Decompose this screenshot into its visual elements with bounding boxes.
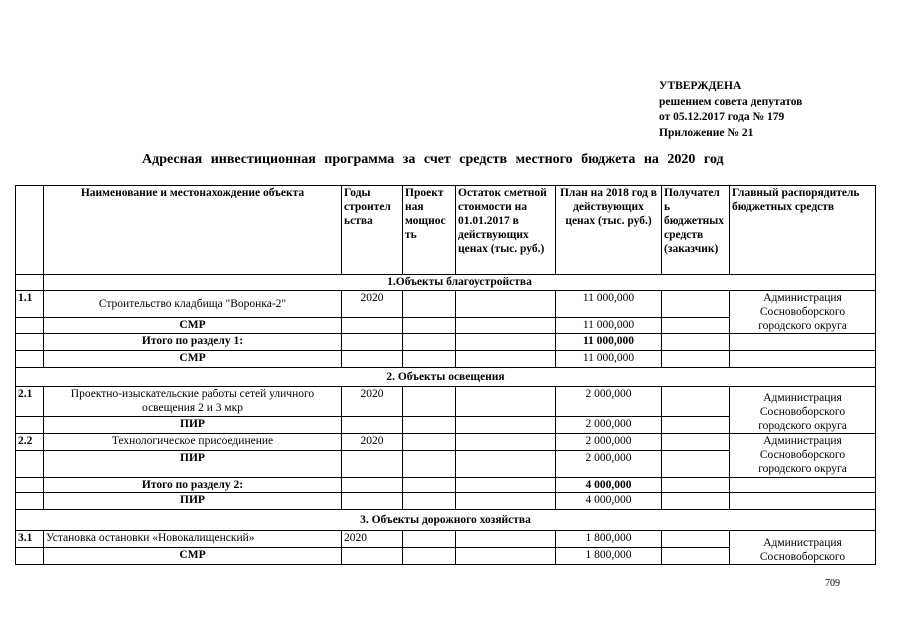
page-number: 709: [825, 578, 840, 589]
row-total-label: Итого по разделу 1:: [44, 334, 342, 351]
row-capacity: [403, 387, 456, 417]
table-row: [16, 493, 876, 510]
row-balance: [456, 548, 556, 565]
row-number: [16, 334, 44, 351]
row-object-name: Установка остановки «Новокалищенский»: [44, 531, 342, 548]
row-capacity: [403, 434, 456, 451]
row-object-name: Строительство кладбища "Воронка-2": [44, 291, 342, 318]
row-capacity: [403, 478, 456, 493]
header-recipient: Получател ь бюджетных средств (заказчик): [662, 186, 730, 275]
investment-table: [15, 185, 876, 565]
table-header-row: [16, 186, 876, 275]
row-number: [16, 478, 44, 493]
row-recipient: [662, 334, 730, 351]
row-number: 1.1: [16, 291, 44, 318]
row-balance: [456, 351, 556, 368]
row-balance: [456, 291, 556, 318]
header-manager: Главный распорядитель бюджетных средств: [730, 186, 876, 275]
row-manager: Администрация Сосновоборского городского округа: [730, 291, 876, 334]
table-row: [16, 387, 876, 417]
row-manager: Администрация Сосновоборского: [730, 531, 876, 565]
row-recipient: [662, 317, 730, 333]
row-recipient: [662, 291, 730, 318]
row-recipient: [662, 351, 730, 368]
header-num-cell: [16, 186, 44, 275]
row-year: 2020: [342, 531, 403, 548]
header-years: Годы строител ьства: [342, 186, 403, 275]
table-row: [16, 478, 876, 493]
row-number: 2.2: [16, 434, 44, 451]
section-num-cell: [16, 275, 44, 291]
row-balance: [456, 317, 556, 333]
row-balance: [456, 478, 556, 493]
row-recipient: [662, 417, 730, 434]
approval-line-1: УТВЕРЖДЕНА: [659, 80, 742, 92]
row-total-plan: 4 000,000: [556, 478, 662, 493]
row-recipient: [662, 478, 730, 493]
row-balance: [456, 417, 556, 434]
approval-block: [659, 79, 802, 141]
row-capacity: [403, 291, 456, 318]
row-year: [342, 548, 403, 565]
section-title: 1.Объекты благоустройства: [44, 275, 876, 291]
row-year: 2020: [342, 387, 403, 417]
section-row: [16, 368, 876, 387]
row-capacity: [403, 351, 456, 368]
row-manager: Администрация Сосновоборского городского округа: [730, 434, 876, 478]
row-year: 2020: [342, 434, 403, 451]
row-number: [16, 317, 44, 333]
row-balance: [456, 334, 556, 351]
table-row: [16, 291, 876, 318]
row-object-name: Технологическое присоединение: [44, 434, 342, 451]
row-year: [342, 351, 403, 368]
row-recipient: [662, 548, 730, 565]
section-row: [16, 275, 876, 291]
row-manager: [730, 334, 876, 351]
row-plan: 2 000,000: [556, 434, 662, 451]
row-year: [342, 478, 403, 493]
row-plan: 11 000,000: [556, 317, 662, 333]
row-capacity: [403, 531, 456, 548]
row-manager: [730, 478, 876, 493]
row-object-name: СМР: [44, 548, 342, 565]
row-recipient: [662, 493, 730, 510]
row-recipient: [662, 531, 730, 548]
header-balance: Остаток сметной стоимости на 01.01.2017 в действующих ценах (тыс. руб.): [456, 186, 556, 275]
row-manager: [730, 351, 876, 368]
row-capacity: [403, 451, 456, 478]
row-object-name: ПИР: [44, 451, 342, 478]
row-number: 3.1: [16, 531, 44, 548]
table-row: [16, 334, 876, 351]
row-number: [16, 451, 44, 478]
row-year: [342, 493, 403, 510]
section-title: 2. Объекты освещения: [16, 368, 876, 387]
row-balance: [456, 493, 556, 510]
table-row: [16, 531, 876, 548]
approval-line-2: решением совета депутатов: [659, 95, 803, 108]
row-total-plan: 11 000,000: [556, 334, 662, 351]
row-object-name: Проектно-изыскательские работы сетей уличного освещения 2 и 3 мкр: [44, 387, 342, 417]
section-row: [16, 510, 876, 531]
row-year: [342, 317, 403, 333]
row-plan: 2 000,000: [556, 417, 662, 434]
header-name: Наименование и местонахождение объекта: [44, 186, 342, 275]
row-object-name: ПИР: [44, 493, 342, 510]
row-balance: [456, 434, 556, 451]
row-capacity: [403, 417, 456, 434]
approval-line-3: от 05.12.2017 года № 179: [659, 111, 785, 123]
row-year: 2020: [342, 291, 403, 318]
row-object-name: СМР: [44, 351, 342, 368]
row-number: [16, 351, 44, 368]
row-recipient: [662, 434, 730, 451]
row-plan: 2 000,000: [556, 451, 662, 478]
row-plan: 11 000,000: [556, 351, 662, 368]
row-manager: Администрация Сосновоборского городского округа: [730, 387, 876, 434]
section-title: 3. Объекты дорожного хозяйства: [16, 510, 876, 531]
row-object-name: СМР: [44, 317, 342, 333]
row-number: [16, 493, 44, 510]
row-plan: 4 000,000: [556, 493, 662, 510]
row-plan: 1 800,000: [556, 548, 662, 565]
row-year: [342, 417, 403, 434]
row-plan: 2 000,000: [556, 387, 662, 417]
row-capacity: [403, 317, 456, 333]
row-balance: [456, 531, 556, 548]
document-title: Адресная инвестиционная программа за счет средств местного бюджета на 2020 год: [142, 152, 724, 167]
row-number: 2.1: [16, 387, 44, 417]
header-plan: План на 2018 год в действующих ценах (тыс. руб.): [556, 186, 662, 275]
row-balance: [456, 451, 556, 478]
row-plan: 11 000,000: [556, 291, 662, 318]
row-recipient: [662, 451, 730, 478]
row-year: [342, 334, 403, 351]
row-plan: 1 800,000: [556, 531, 662, 548]
table-row: [16, 351, 876, 368]
row-year: [342, 451, 403, 478]
row-number: [16, 417, 44, 434]
row-number: [16, 548, 44, 565]
header-capacity: Проект ная мощнос ть: [403, 186, 456, 275]
row-capacity: [403, 548, 456, 565]
row-capacity: [403, 334, 456, 351]
row-recipient: [662, 387, 730, 417]
row-capacity: [403, 493, 456, 510]
approval-line-4: Приложение № 21: [659, 126, 754, 139]
row-balance: [456, 387, 556, 417]
row-total-label: Итого по разделу 2:: [44, 478, 342, 493]
row-object-name: ПИР: [44, 417, 342, 434]
row-manager: [730, 493, 876, 510]
table-row: [16, 434, 876, 451]
